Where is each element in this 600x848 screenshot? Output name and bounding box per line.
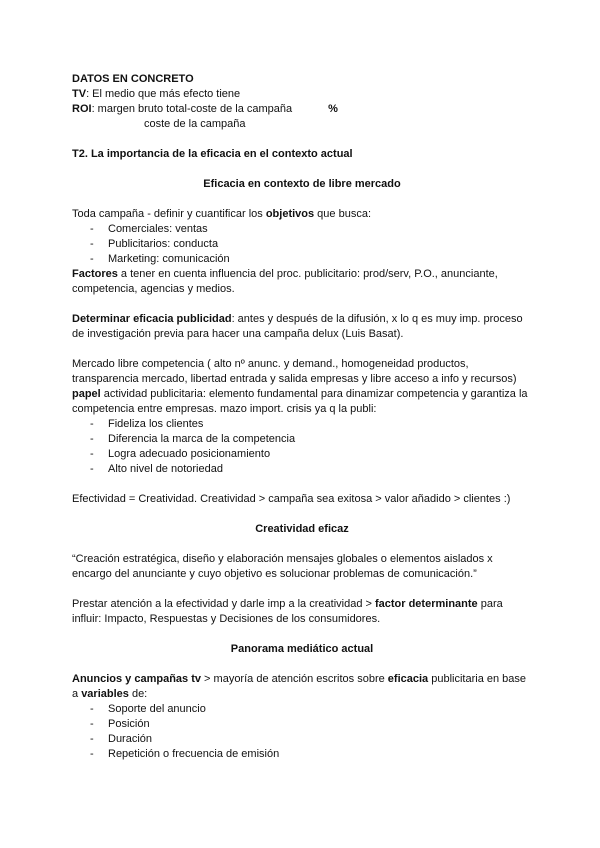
list-item: - Posición [72, 717, 532, 732]
list-item: - Diferencia la marca de la competencia [72, 432, 532, 447]
tv-line: TV: El medio que más efecto tiene [72, 88, 241, 100]
list-item: - Repetición o frecuencia de emisión [72, 747, 532, 762]
list-item: - Publicitarios: conducta [72, 237, 532, 252]
list-item: - Soporte del anuncio [72, 702, 532, 717]
heading-libre-mercado: Eficacia en contexto de libre mercado [203, 178, 401, 190]
objectives-intro: Toda campaña - definir y cuantificar los objetivos que busca: [72, 208, 371, 220]
objectives-list [72, 222, 532, 267]
list-item: - Comerciales: ventas [72, 222, 532, 237]
heading-creatividad-eficaz: Creatividad eficaz [255, 523, 349, 535]
publi-list [72, 417, 532, 477]
efectividad-line: Efectividad = Creatividad. Creatividad > campaña sea exitosa > valor añadido > clientes :) [72, 493, 511, 505]
creatividad-quote: “Creación estratégica, diseño y elaboración mensajes globales o elementos aislados x encargo del anunciante y cuyo objetivo es solucionar problemas de comunicación.” [72, 553, 493, 580]
papel-paragraph: papel actividad publicitaria: elemento fundamental para dinamizar competencia y garantiza la competencia entre empresas. mazo import. crisis ya q la publi: [72, 388, 528, 415]
list-item: - Marketing: comunicación [72, 252, 532, 267]
anuncios-paragraph: Anuncios y campañas tv > mayoría de atención escritos sobre eficacia publicitaria en base a variables de: [72, 673, 527, 700]
heading-panorama-mediatico: Panorama mediático actual [230, 643, 374, 655]
list-item: - Duración [72, 732, 532, 747]
factores-paragraph: Factores a tener en cuenta influencia del proc. publicitario: prod/serv, P.O., anunciante, competencia, agencias y medios. [72, 268, 498, 295]
list-item: - Fideliza los clientes [72, 417, 532, 432]
prestar-paragraph: Prestar atención a la efectividad y darle imp a la creatividad > factor determinante para influir: Impacto, Respuestas y Decisiones de los consumidores. [72, 598, 503, 625]
list-item: - Alto nivel de notoriedad [72, 462, 532, 477]
roi-line: ROI: margen bruto total-coste de la campaña % [72, 103, 338, 115]
header-title: DATOS EN CONCRETO [72, 73, 194, 85]
document-page [72, 72, 532, 762]
section-title: T2. La importancia de la eficacia en el contexto actual [72, 148, 353, 160]
variables-list [72, 702, 532, 762]
list-item: - Logra adecuado posicionamiento [72, 447, 532, 462]
roi-denominator: coste de la campaña [144, 118, 246, 130]
determinar-paragraph: Determinar eficacia publicidad: antes y después de la difusión, x lo q es muy imp. proceso de investigación previa para hacer una campaña delux (Luis Basat). [72, 313, 523, 340]
mercado-paragraph: Mercado libre competencia ( alto nº anunc. y demand., homogeneidad productos, transparencia mercado, libertad entrada y salida empresas y libre acceso a info y recursos) [72, 358, 517, 385]
